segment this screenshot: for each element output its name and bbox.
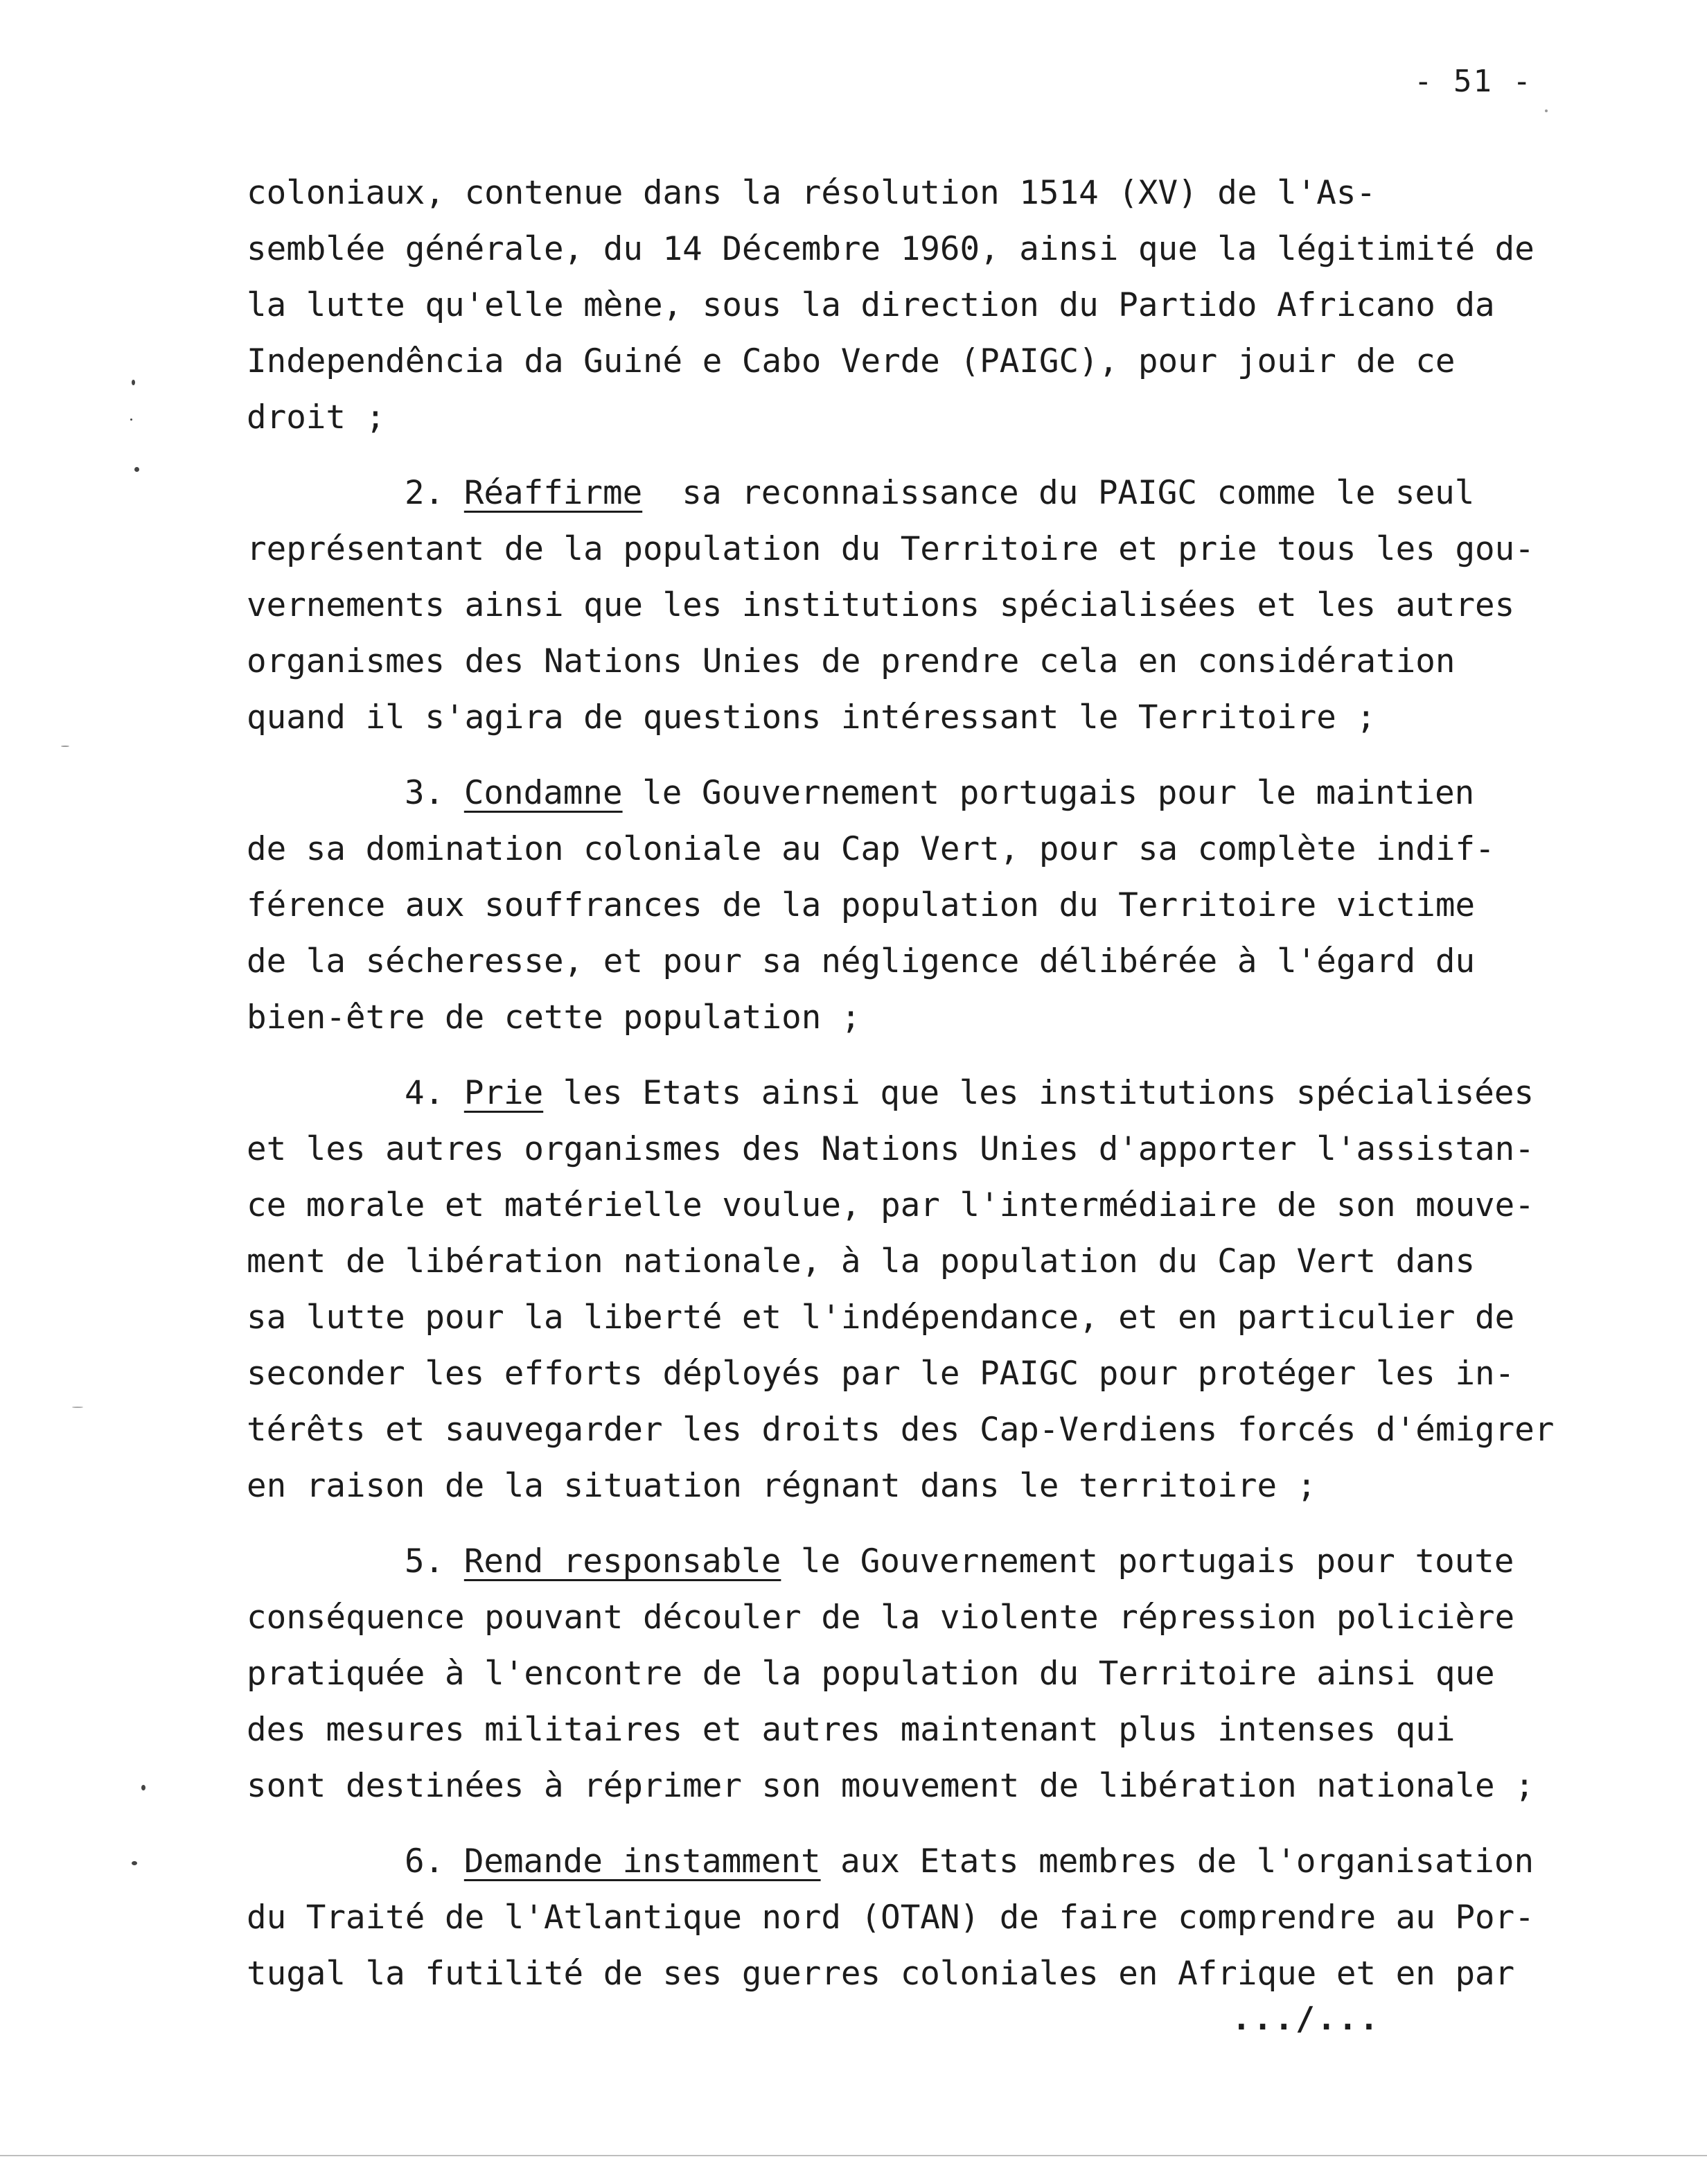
page-number: - 51 - xyxy=(1414,64,1532,99)
scan-speck xyxy=(1545,109,1548,112)
paragraph-5-first-line xyxy=(247,1533,1604,1589)
scan-speck xyxy=(132,380,135,385)
scan-speck xyxy=(61,746,69,747)
first-line-rest: le Gouvernement portugais pour toute xyxy=(781,1542,1514,1580)
text-line: organismes des Nations Unies de prendre cela en considération xyxy=(247,642,1456,680)
paragraph-4-first-line xyxy=(247,1065,1604,1121)
scan-speck xyxy=(134,467,139,472)
operative-keyword: Réaffirme xyxy=(463,474,643,512)
text-line: ment de libération nationale, à la population du Cap Vert dans xyxy=(247,1242,1476,1280)
text-line: représentant de la population du Territoire et prie tous les gou- xyxy=(247,530,1534,568)
text-line: en raison de la situation régnant dans le territoire ; xyxy=(247,1467,1317,1505)
text-line: Independência da Guiné e Cabo Verde (PAIGC), pour jouir de ce xyxy=(247,342,1456,380)
text-line: coloniaux, contenue dans la résolution 1514 (XV) de l'As- xyxy=(247,174,1377,212)
first-line-rest: les Etats ainsi que les institutions spécialisées xyxy=(543,1074,1534,1112)
text-line: de la sécheresse, et pour sa négligence délibérée à l'égard du xyxy=(247,942,1476,980)
text-line: vernements ainsi que les institutions spécialisées et les autres xyxy=(247,586,1515,624)
paragraph-2-first-line xyxy=(247,465,1604,521)
text-line: tugal la futilité de ses guerres coloniales en Afrique et en par xyxy=(247,1955,1515,1993)
text-line: férence aux souffrances de la population du Territoire victime xyxy=(247,886,1476,924)
first-line-rest: le Gouvernement portugais pour le maintien xyxy=(622,774,1475,812)
document-body xyxy=(247,165,1604,2002)
text-line: ce morale et matérielle voulue, par l'intermédiaire de son mouve- xyxy=(247,1186,1534,1224)
text-line: bien-être de cette population ; xyxy=(247,998,861,1037)
operative-keyword: Rend responsable xyxy=(463,1542,781,1580)
text-line: de sa domination coloniale au Cap Vert, pour sa complète indif- xyxy=(247,830,1495,868)
operative-keyword: Demande instamment xyxy=(463,1842,821,1881)
paragraph-number: 4. xyxy=(405,1074,445,1112)
text-line: semblée générale, du 14 Décembre 1960, ainsi que la légitimité de xyxy=(247,230,1534,268)
paragraph-3-first-line xyxy=(247,765,1604,821)
text-line: du Traité de l'Atlantique nord (OTAN) de faire comprendre au Por- xyxy=(247,1899,1534,1937)
text-line: et les autres organismes des Nations Unies d'apporter l'assistan- xyxy=(247,1130,1534,1168)
operative-keyword: Condamne xyxy=(463,774,623,812)
scan-speck xyxy=(130,419,132,421)
operative-keyword: Prie xyxy=(463,1074,544,1112)
first-line-rest: aux Etats membres de l'organisation xyxy=(820,1842,1534,1881)
scan-speck xyxy=(141,1785,145,1790)
paragraph-number: 5. xyxy=(405,1542,445,1580)
text-line: droit ; xyxy=(247,398,386,437)
text-line: conséquence pouvant découler de la violente répression policière xyxy=(247,1599,1515,1637)
text-line: quand il s'agira de questions intéressant le Territoire ; xyxy=(247,698,1377,737)
text-line: seconder les efforts déployés par le PAIGC pour protéger les in- xyxy=(247,1355,1515,1393)
text-line: sont destinées à réprimer son mouvement de libération nationale ; xyxy=(247,1767,1534,1805)
text-line: pratiquée à l'encontre de la population du Territoire ainsi que xyxy=(247,1655,1495,1693)
paragraph-number: 2. xyxy=(405,474,445,512)
text-line: des mesures militaires et autres maintenant plus intenses qui xyxy=(247,1711,1456,1749)
scan-edge-line xyxy=(0,2155,1707,2156)
scan-speck xyxy=(72,1407,83,1408)
text-line: térêts et sauvegarder les droits des Cap-Verdiens forcés d'émigrer xyxy=(247,1411,1555,1449)
first-line-rest: sa reconnaissance du PAIGC comme le seul xyxy=(642,474,1475,512)
scan-speck xyxy=(132,1861,137,1865)
continuation-marker: .../... xyxy=(1232,2000,1381,2037)
text-line: sa lutte pour la liberté et l'indépendance, et en particulier de xyxy=(247,1298,1515,1337)
paragraph-number: 6. xyxy=(405,1842,445,1881)
paragraph-6-first-line xyxy=(247,1833,1604,1890)
paragraph-number: 3. xyxy=(405,774,445,812)
text-line: la lutte qu'elle mène, sous la direction du Partido Africano da xyxy=(247,286,1495,324)
